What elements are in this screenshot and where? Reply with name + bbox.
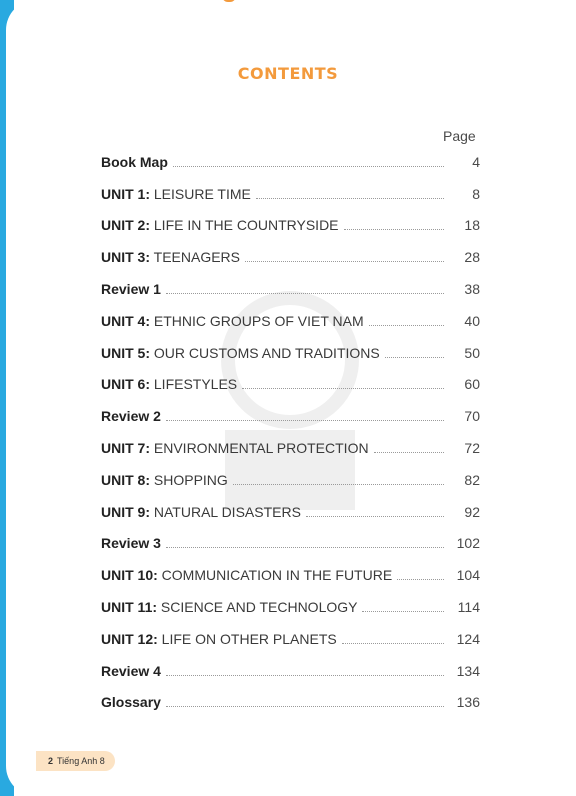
toc-entry-title: LEISURE TIME [150,185,251,202]
toc-entry-page-number: 134 [456,662,480,679]
toc-entry-heading: UNIT 4: [101,312,150,329]
dot-leader [166,706,444,707]
toc-entry-page-number: 4 [472,153,480,170]
toc-entry-label [101,504,301,526]
toc-entry[interactable] [101,398,480,430]
toc-entry-label [101,281,161,303]
dot-leader [369,325,444,326]
toc-entry-title: OUR CUSTOMS AND TRADITIONS [150,344,380,361]
toc-entry-page-number: 102 [456,535,480,552]
toc-entry-label [101,694,161,716]
toc-entry-label [101,472,228,494]
toc-entry-page-number: 92 [464,503,480,520]
toc-entry-title: SHOPPING [150,471,228,488]
toc-entry-title: COMMUNICATION IN THE FUTURE [157,567,393,584]
toc-entry-title: LIFE IN THE COUNTRYSIDE [150,217,339,234]
dot-leader [166,420,444,421]
toc-entry[interactable] [101,430,480,462]
toc-entry-page-number: 60 [464,376,480,393]
toc-entry-page-number: 8 [472,185,480,202]
toc-entry-label [101,345,380,367]
toc-entry-heading: Review 3 [101,535,161,552]
toc-entry-heading: UNIT 9: [101,503,150,520]
toc-entry[interactable] [101,462,480,494]
toc-entry-title: ETHNIC GROUPS OF VIET NAM [150,312,364,329]
dot-leader [173,166,444,167]
toc-entry[interactable] [101,239,480,271]
dot-leader [344,229,444,230]
toc-entry-page-number: 114 [457,598,480,615]
toc-entry-heading: UNIT 2: [101,217,150,234]
dot-leader [166,293,444,294]
toc-entry[interactable] [101,144,480,176]
toc-entry-label [101,376,237,398]
toc-entry-heading: UNIT 3: [101,249,150,266]
toc-entry-label [101,249,240,271]
toc-entry-title: TEENAGERS [150,249,240,266]
toc-entry[interactable] [101,526,480,558]
toc-entry-label [101,599,357,621]
toc-entry-page-number: 50 [464,344,480,361]
dot-leader [397,579,444,580]
dot-leader [385,357,444,358]
dot-leader [256,198,444,199]
toc-entry-page-number: 40 [464,312,480,329]
dot-leader [166,675,444,676]
toc-entry-page-number: 38 [464,280,480,297]
dot-leader [306,516,444,517]
dot-leader [233,484,444,485]
toc-entry[interactable] [101,208,480,240]
toc-entry[interactable] [101,589,480,621]
toc-entry-label [101,567,392,589]
toc-entry-page-number: 18 [464,217,480,234]
toc-entry-heading: UNIT 1: [101,185,150,202]
toc-entry[interactable] [101,271,480,303]
toc-entry-label [101,408,161,430]
toc-entry-title: ENVIRONMENTAL PROTECTION [150,439,369,456]
toc-entry-title: SCIENCE AND TECHNOLOGY [157,598,358,615]
footer-page-tab [36,751,115,771]
toc-entry-heading: UNIT 10: [101,567,158,584]
toc-entry-heading: Book Map [101,153,168,170]
page-title: CONTENTS [237,64,339,83]
toc-entry-page-number: 136 [456,694,480,711]
toc-entry[interactable] [101,557,480,589]
dot-leader [166,547,444,548]
toc-entry-heading: UNIT 6: [101,376,150,393]
toc-entry-heading: UNIT 11: [101,598,158,615]
toc-entry-heading: Glossary [101,694,161,711]
toc-entry-heading: Review 2 [101,408,161,425]
toc-entry-page-number: 82 [464,471,480,488]
dot-leader [342,643,444,644]
toc-entry-heading: UNIT 7: [101,439,150,456]
toc-entry[interactable] [101,367,480,399]
toc-entry-label [101,663,161,685]
table-of-contents [101,144,480,716]
toc-entry-label [101,313,364,335]
page-column-header: Page [443,128,476,144]
toc-entry-page-number: 70 [464,408,480,425]
toc-entry[interactable] [101,176,480,208]
toc-entry-label [101,631,337,653]
toc-entry-heading: Review 4 [101,662,161,679]
toc-entry-title: NATURAL DISASTERS [150,503,301,520]
toc-entry-label [101,186,251,208]
dot-leader [242,388,444,389]
toc-entry-label [101,535,161,557]
toc-entry[interactable] [101,303,480,335]
dot-leader [362,611,444,612]
page-number: 2 [48,756,54,766]
toc-entry[interactable] [101,685,480,717]
toc-entry[interactable] [101,335,480,367]
toc-entry-heading: UNIT 12: [101,630,158,647]
book-title: Tiếng Anh 8 [57,756,105,766]
toc-entry-heading: UNIT 5: [101,344,150,361]
toc-entry-page-number: 104 [456,567,480,584]
toc-entry-label [101,154,168,176]
dot-leader [374,452,444,453]
toc-entry-heading: UNIT 8: [101,471,150,488]
toc-entry-page-number: 72 [464,439,480,456]
toc-entry-title: LIFE ON OTHER PLANETS [157,630,337,647]
toc-entry[interactable] [101,494,480,526]
toc-entry-label [101,217,339,239]
toc-entry-page-number: 28 [464,249,480,266]
toc-entry-page-number: 124 [456,630,480,647]
dot-leader [245,261,444,262]
toc-entry[interactable] [101,653,480,685]
toc-entry-heading: Review 1 [101,280,161,297]
toc-entry-title: LIFESTYLES [150,376,238,393]
toc-entry-label [101,440,369,462]
toc-entry[interactable] [101,621,480,653]
